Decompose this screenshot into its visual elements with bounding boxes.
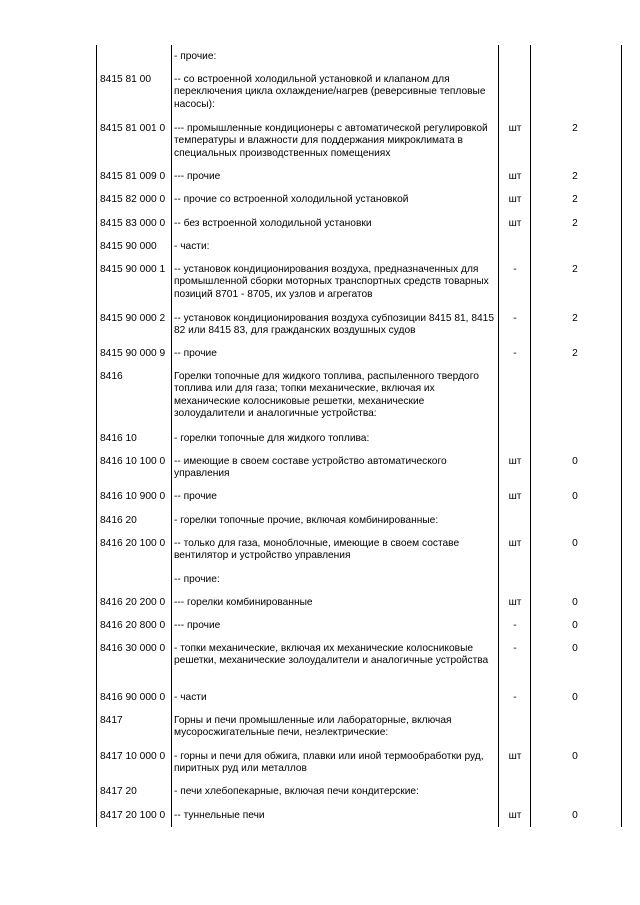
code-cell: 8416 10 100 0 [100,456,166,467]
unit-cell: шт [508,810,522,821]
description-cell: - части: [174,241,210,252]
description-cell: - прочие: [174,51,217,62]
code-cell: 8415 90 000 2 [100,313,166,324]
description-cell: -- прочие со встроенной холодильной установкой [174,194,409,205]
code-cell: 8417 20 100 0 [100,810,166,821]
description-cell: -- прочие [174,348,217,359]
code-cell: 8416 10 [100,433,137,444]
code-cell: 8416 90 000 0 [100,692,166,703]
description-cell: - печи хлебопекарные, включая печи кондитерские: [174,786,419,797]
description-cell: -- установок кондиционирования воздуха субпозиции 8415 81, 8415 82 или 8415 83, для гражданских воздушных судов [174,313,494,337]
column-divider-unit [530,45,531,827]
duty-rate-cell: 0 [572,810,578,821]
duty-rate-cell: 0 [572,643,578,654]
code-cell: 8416 20 [100,515,137,526]
unit-cell: шт [508,218,522,229]
duty-rate-cell: 0 [572,597,578,608]
duty-rate-cell: 0 [572,456,578,467]
unit-cell: шт [508,491,522,502]
description-cell: - горелки топочные для жидкого топлива: [174,433,370,444]
code-cell: 8416 30 000 0 [100,643,166,654]
table-border-left [96,45,97,827]
unit-cell: шт [508,456,522,467]
duty-rate-cell: 2 [572,313,578,324]
code-cell: 8417 [100,715,123,726]
description-cell: --- промышленные кондиционеры с автоматической регулировкой температуры и влажности для поддержания микроклимата в специальных производственных помещениях [174,123,488,159]
description-cell: - топки механические, включая их механические колосниковые решетки, механические золоудалители и аналогичные устройства [174,643,489,667]
duty-rate-cell: 2 [572,171,578,182]
description-cell: --- горелки комбинированные [174,597,313,608]
unit-cell: - [513,313,517,324]
description-cell: - части [174,692,207,703]
description-cell: --- прочие [174,620,221,631]
unit-cell: - [513,692,517,703]
code-cell: 8416 20 100 0 [100,538,166,549]
description-cell: - горны и печи для обжига, плавки или иной термообработки руд, пиритных руд или металлов [174,751,484,775]
code-cell: 8416 20 200 0 [100,597,166,608]
code-cell: 8415 81 001 0 [100,123,166,134]
unit-cell: - [513,620,517,631]
code-cell: 8417 20 [100,786,137,797]
column-divider-desc [498,45,499,827]
code-cell: 8416 [100,371,123,382]
description-cell: -- установок кондиционирования воздуха, предназначенных для промышленной сборки моторных транспортных средств товарных позиций 8701 - 8705, их узлов и агрегатов [174,264,489,300]
duty-rate-cell: 0 [572,491,578,502]
description-cell: -- прочие: [174,574,220,585]
unit-cell: шт [508,597,522,608]
code-cell: 8415 81 009 0 [100,171,166,182]
description-cell: -- только для газа, моноблочные, имеющие в своем составе вентилятор и устройство управления [174,538,460,562]
code-cell: 8415 90 000 [100,241,157,252]
duty-rate-cell: 2 [572,123,578,134]
unit-cell: - [513,643,517,654]
duty-rate-cell: 0 [572,620,578,631]
code-cell: 8415 90 000 1 [100,264,166,275]
unit-cell: - [513,348,517,359]
duty-rate-cell: 2 [572,264,578,275]
description-cell: --- прочие [174,171,221,182]
description-cell: -- имеющие в своем составе устройство автоматического управления [174,456,447,480]
duty-rate-cell: 2 [572,348,578,359]
code-cell: 8416 20 800 0 [100,620,166,631]
description-cell: Горелки топочные для жидкого топлива, распыленного твердого топлива или для газа; топки механические, включая их механические колосниковые решетки, механические золоудалители и аналогичные устройства: [174,371,479,420]
description-cell: -- прочие [174,491,217,502]
unit-cell: - [513,264,517,275]
unit-cell: шт [508,751,522,762]
duty-rate-cell: 0 [572,538,578,549]
unit-cell: шт [508,171,522,182]
duty-rate-cell: 0 [572,751,578,762]
description-cell: -- туннельные печи [174,810,265,821]
code-cell: 8415 90 000 9 [100,348,166,359]
code-cell: 8415 83 000 0 [100,218,166,229]
unit-cell: шт [508,538,522,549]
description-cell: - горелки топочные прочие, включая комбинированные: [174,515,439,526]
code-cell: 8415 82 000 0 [100,194,166,205]
duty-rate-cell: 2 [572,194,578,205]
description-cell: -- со встроенной холодильной установкой и клапаном для переключения цикла охлаждение/нагрев (реверсивные тепловые насосы): [174,74,486,110]
code-cell: 8416 10 900 0 [100,491,166,502]
unit-cell: шт [508,194,522,205]
table-border-right [621,45,622,827]
description-cell: -- без встроенной холодильной установки [174,218,372,229]
duty-rate-cell: 0 [572,692,578,703]
code-cell: 8415 81 00 [100,74,151,85]
description-cell: Горны и печи промышленные или лабораторные, включая мусоросжигательные печи, неэлектрические: [174,715,452,739]
unit-cell: шт [508,123,522,134]
duty-rate-cell: 2 [572,218,578,229]
code-cell: 8417 10 000 0 [100,751,166,762]
